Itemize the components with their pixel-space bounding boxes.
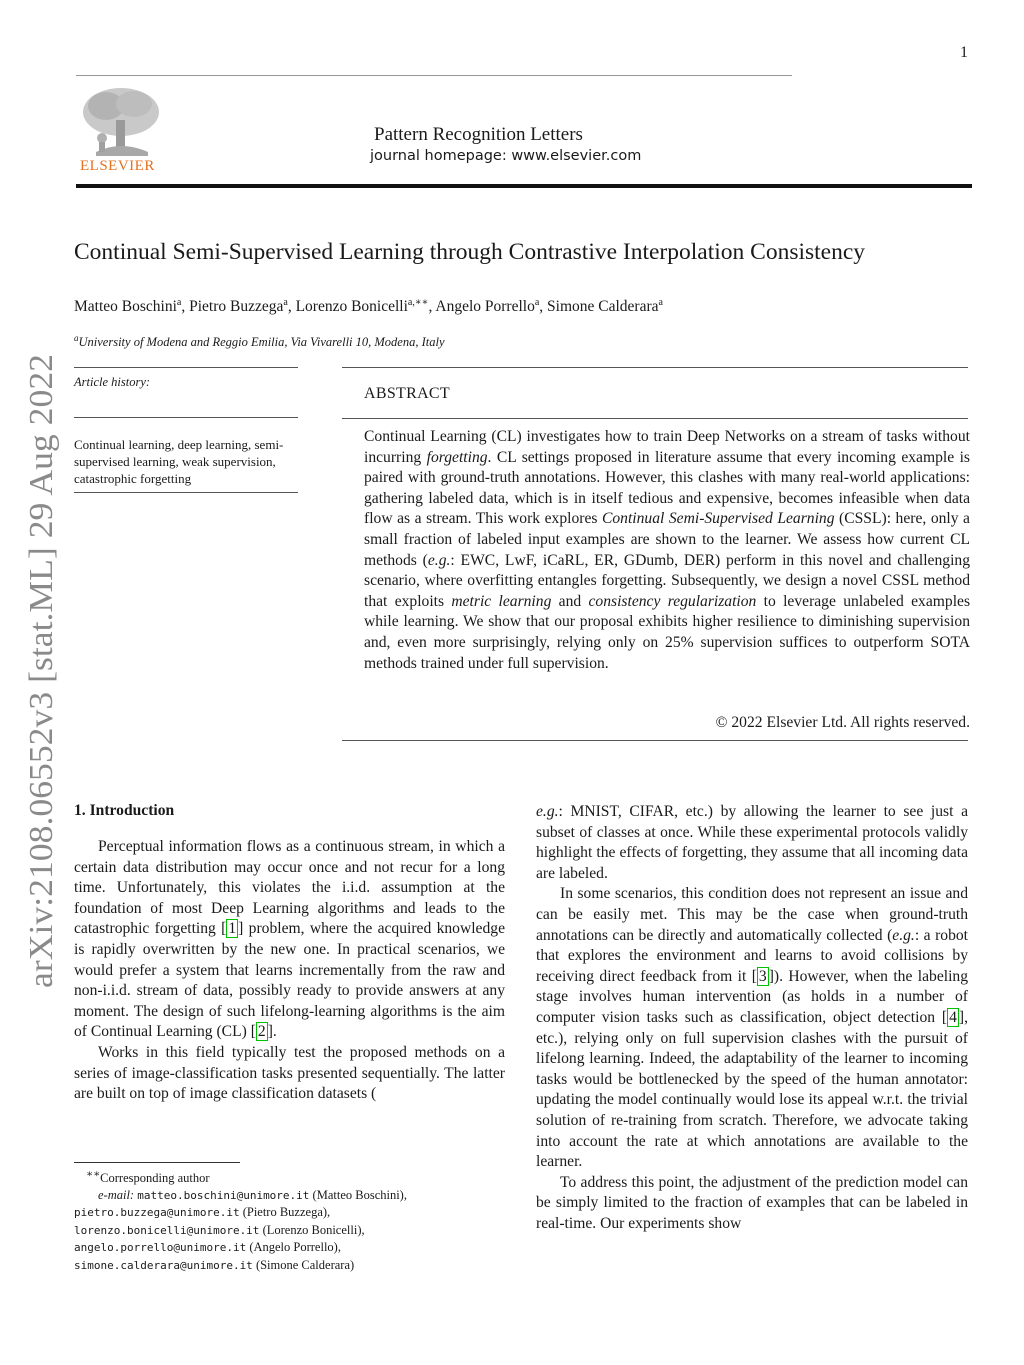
- divider: [342, 418, 968, 419]
- journal-name: Pattern Recognition Letters: [374, 124, 583, 145]
- divider: [74, 367, 298, 368]
- page-number: 1: [960, 44, 968, 61]
- divider: [342, 367, 968, 368]
- body-column-right: [536, 802, 968, 1234]
- footnote-rule: [74, 1162, 240, 1163]
- paragraph: Works in this field typically test the proposed methods on a series of image-classification tasks presented sequentially. The latter are built on top of image classification datasets (: [74, 1043, 505, 1103]
- footnotes: ∗∗Corresponding author e-mail: matteo.boschini@unimore.it (Matteo Boschini), pietro.buzzega@unimore.it (Pietro Buzzega), lorenzo.bonicelli@unimore.it (Lorenzo Bonicelli), angelo.porrello@unimore.it (Angelo Porrello), simone.calderara@unimore.it (Simone Calderara): [74, 1169, 407, 1272]
- citation-link[interactable]: 2: [257, 1023, 266, 1041]
- email-link[interactable]: angelo.porrello@unimore.it: [74, 1241, 247, 1255]
- author-name: Lorenzo Bonicelli: [295, 298, 408, 316]
- paragraph: Perceptual information flows as a continuous stream, in which a certain data distribution may occur once and not recur for a long time. Unfortunately, this violates the i.i.d. assumption at the foundation of most Deep Learning algorithms and leads to the catastrophic forgetting [ 1 ] problem, where the acquired knowledge is rapidly overwritten by the new one. In practical scenarios, we would prefer a system that learns incrementally from the raw and non-i.i.d. stream of data, possibly ready to provide answers at any moment. The design of such lifelong-learning algorithms is the aim of Continual Learning (CL) [ 2 ].: [74, 838, 505, 1041]
- article-history-label: Article history:: [74, 375, 151, 389]
- citation-link[interactable]: 4: [949, 1008, 957, 1026]
- author-name: Angelo Porrello: [435, 298, 535, 316]
- paragraph: In some scenarios, this condition does not represent an issue and can be easily met. This may be the case when ground-truth annotations can be directly and automatically collected (e.g.: a robot that explores the environment and learns to avoid collisions by receiving direct feedback from it [ 3 ]). However, when the labeling stage involves human intervention (as holds in a number of computer vision tasks such as classification, object detection [ 4 ], etc.), relying only on full supervision clashes with the pursuit of lifelong learning. Indeed, the adaptability of the learner to incoming tasks would be bottlenecked by the speed of the human annotator: updating the model continually would lose its appeal w.r.t. the trivial solution of re-training from scratch. Therefore, we advocate taking into account the rate at which annotations are available to the learner.: [536, 885, 969, 1171]
- abstract-heading: ABSTRACT: [364, 385, 450, 402]
- author-name: Matteo Boschini: [74, 298, 177, 316]
- journal-homepage: journal homepage: www.elsevier.com: [370, 148, 642, 164]
- copyright-notice: © 2022 Elsevier Ltd. All rights reserved.: [715, 714, 970, 731]
- email-link[interactable]: pietro.buzzega@unimore.it: [74, 1206, 240, 1220]
- header-rule: [76, 184, 972, 188]
- abstract-text: Continual Learning (CL) investigates how to train Deep Networks on a stream of tasks without incurring forgetting. CL settings proposed in literature assume that every incoming example is paired with ground-truth annotations. However, this clashes with many real-world applications: gathering labeled data, which is in itself tedious and expensive, becomes infeasible when data flow as a stream. This work explores Continual Semi-Supervised Learning (CSSL): here, only a small fraction of labeled input examples are shown to the learner. We assess how current CL methods (e.g.: EWC, LwF, iCaRL, ER, GDumb, DER) perform in this novel and challenging scenario, where overfitting entangles forgetting. Subsequently, we design a novel CSSL method that exploits metric learning and consistency regularization to leverage unlabeled examples while learning. We show that our proposal exhibits higher resilience to diminishing supervision and, even more surprisingly, relying only on 25% supervision suffices to outperform SOTA methods trained under full supervision.: [364, 428, 971, 672]
- citation-link[interactable]: 1: [228, 920, 237, 938]
- email-link[interactable]: simone.calderara@unimore.it: [74, 1258, 253, 1272]
- paper-title: Continual Semi-Supervised Learning through Contrastive Interpolation Consistency: [74, 239, 866, 265]
- arxiv-sidebar: [14, 352, 62, 988]
- elsevier-wordmark: ELSEVIER: [80, 158, 155, 174]
- author-name: Pietro Buzzega: [189, 298, 284, 316]
- paragraph: e.g.: MNIST, CIFAR, etc.) by allowing the learner to see just a subset of classes at once. While these experimental protocols validly highlight the effects of forgetting, they assume that all incoming data are labeled.: [536, 803, 968, 882]
- top-rule: [76, 75, 792, 76]
- citation-link[interactable]: 3: [758, 967, 767, 985]
- keywords: Continual learning, deep learning, semi-supervised learning, weak supervision, catastrophic forgetting: [74, 437, 284, 486]
- arxiv-id: arXiv:2108.06552v3 [stat.ML] 29 Aug 2022: [23, 383, 60, 988]
- affiliation: $^a$University of Modena and Reggio Emilia, Via Vivarelli 10, Modena, Italy: [74, 333, 445, 350]
- author-name: Simone Calderara: [547, 298, 659, 316]
- divider: [74, 492, 298, 493]
- email-link[interactable]: lorenzo.bonicelli@unimore.it: [74, 1223, 260, 1237]
- email-link[interactable]: matteo.boschini@unimore.it: [137, 1188, 310, 1202]
- section-heading: 1. Introduction: [74, 802, 175, 819]
- paragraph: To address this point, the adjustment of the prediction model can be simply limited to the fraction of examples that can be labeled in real-time. Our experiments show: [536, 1173, 968, 1232]
- author-list: Matteo Boschini$^a$, Pietro Buzzega$^a$, Lorenzo Bonicelli$^{a,∗∗}$, Angelo Porrello$^a$, Simone Calderara$^a$: [74, 297, 663, 316]
- divider: [342, 740, 968, 741]
- body-column-left: [74, 837, 505, 1105]
- divider: [74, 417, 298, 418]
